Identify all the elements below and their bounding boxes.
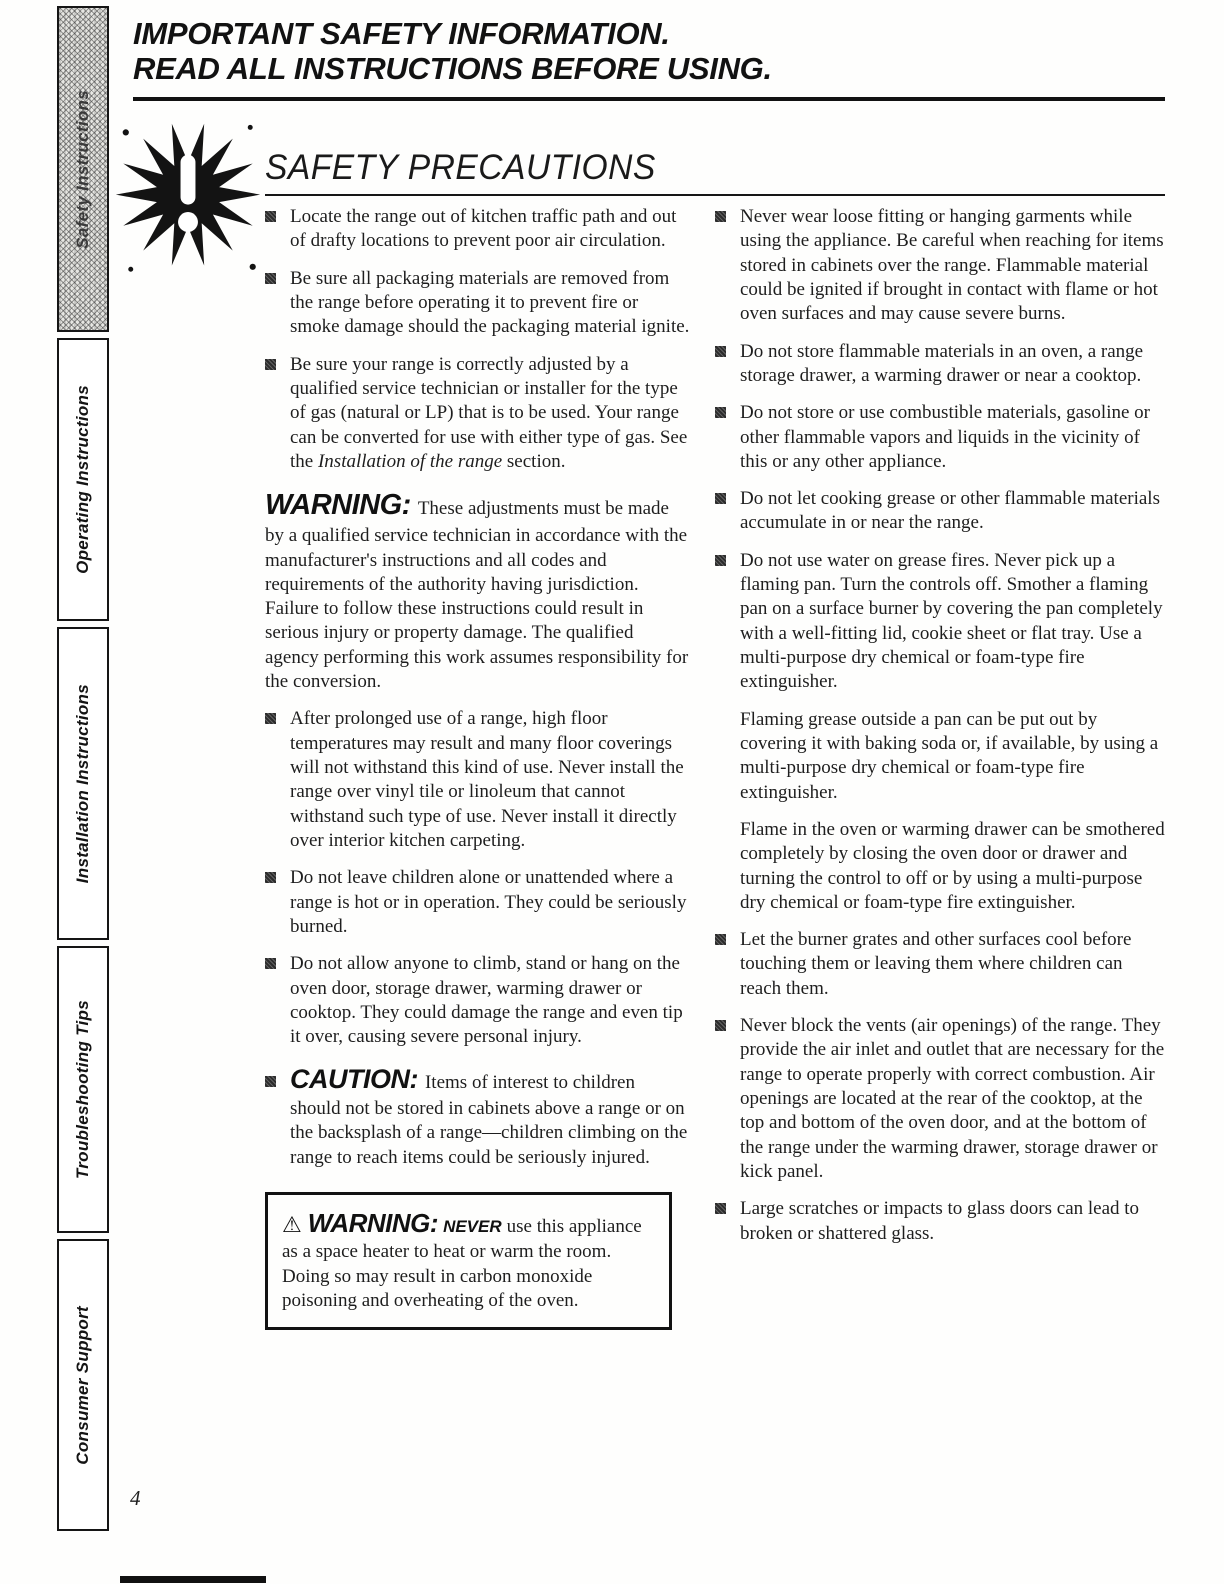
bullet-text: Be sure all packaging materials are removed from the range before operating it to prevent fire or smoke damage should the packaging material ignite. (290, 267, 690, 338)
page-header (133, 16, 1165, 101)
sidebar-tab-label: Installation Instructions (73, 683, 92, 884)
bullet-text: Do not leave children alone or unattended where a range is hot or in operation. They could be seriously burned. (290, 867, 687, 937)
warning-box-emphasis: NEVER (443, 1216, 502, 1236)
list-item (715, 1014, 1165, 1184)
page-number: 4 (130, 1486, 141, 1510)
list-item (715, 340, 1165, 389)
list-item (265, 707, 690, 853)
bullet-text: Be sure your range is correctly adjusted by a qualified service technician or installer for the type of gas (natural or LP) that is to be used. Your range can be converted for use with either type of gas. See the (290, 353, 688, 472)
list-item (715, 205, 1165, 327)
list-item (265, 205, 690, 254)
caution-label: CAUTION: (290, 1064, 418, 1095)
bullet-text: Large scratches or impacts to glass doors can lead to broken or shattered glass. (740, 1198, 1140, 1244)
safety-precautions-body (265, 205, 1165, 1330)
sidebar-tab-label: Safety Instructions (73, 89, 92, 249)
list-item (265, 866, 690, 939)
bullet-text: Let the burner grates and other surfaces cool before touching them or leaving them where children can reach them. (740, 929, 1132, 999)
bullet-text: Never block the vents (air openings) of the range. They provide the air inlet and outlet that are necessary for the range to operate properly with correct combustion. Air openings are located at the rear of the cooktop, at the top and bottom of the oven door, and at the bottom of the range under the warming drawer, storage drawer or kick panel. (740, 1015, 1165, 1182)
safety-alert-burst-icon (112, 110, 264, 278)
warning-paragraph (265, 487, 690, 694)
square-bullet-icon (265, 211, 276, 222)
square-bullet-icon (715, 346, 726, 357)
warning-box (265, 1192, 672, 1330)
list-item (715, 487, 1165, 536)
square-bullet-icon (265, 1076, 276, 1087)
sidebar-tab-safety-instructions (57, 6, 109, 332)
list-item (265, 952, 690, 1049)
square-bullet-icon (265, 713, 276, 724)
header-line-1: IMPORTANT SAFETY INFORMATION. (133, 16, 670, 51)
sidebar-tab-installation-instructions (57, 627, 109, 940)
caution-text: Items of interest to children should not be stored in cabinets above a range or on the backsplash of a range—children climbing on the range to reach items could be seriously injured. (290, 1072, 688, 1168)
bullet-text: Do not store or use combustible materials, gasoline or other flammable vapors and liquids in the vicinity of this or any other appliance. (740, 402, 1150, 472)
square-bullet-icon (265, 958, 276, 969)
square-bullet-icon (265, 872, 276, 883)
bullet-text: Do not let cooking grease or other flammable materials accumulate in or near the range. (740, 488, 1160, 534)
warning-box-label: WARNING: (307, 1207, 439, 1238)
list-item (715, 549, 1165, 695)
paragraph-text: Flaming grease outside a pan can be put out by covering it with baking soda or, if available, by using a multi-purpose dry chemical or foam-type fire extinguisher. (740, 708, 1159, 803)
paragraph-text: Flame in the oven or warming drawer can be smothered completely by closing the oven door or drawer and turning the control to off or by using a multi-purpose dry chemical or foam-type fire extinguisher. (740, 818, 1165, 913)
warning-box-text: use this appliance as a space heater to heat or warm the room. Doing so may result in carbon monoxide poisoning and overheating of the oven. (282, 1215, 642, 1311)
square-bullet-icon (715, 1203, 726, 1214)
bullet-text-italic: Installation of the range (317, 450, 503, 472)
header-rule (133, 97, 1165, 101)
header-line-2: READ ALL INSTRUCTIONS BEFORE USING. (133, 51, 772, 87)
bullet-text: section. (502, 450, 566, 472)
sidebar-tab-label: Troubleshooting Tips (73, 999, 92, 1180)
warning-text: These adjustments must be made by a qualified service technician in accordance with the manufacturer's instructions and all codes and requirements of the authority having jurisdiction. Failure to follow these instructions could result in serious injury or property damage. The qualified agency performing this work assumes responsibility for the conversion. (265, 498, 689, 693)
sidebar-tab-label: Operating Instructions (73, 385, 92, 574)
section-title: SAFETY PRECAUTIONS (265, 148, 656, 187)
right-column (715, 205, 1165, 1330)
sidebar-tab-label: Consumer Support (73, 1305, 92, 1465)
square-bullet-icon (715, 555, 726, 566)
warning-triangle-icon: ⚠ (282, 1212, 302, 1238)
section-rule (265, 194, 1165, 196)
list-item (265, 353, 690, 475)
square-bullet-icon (715, 493, 726, 504)
bullet-text: Do not store flammable materials in an oven, a range storage drawer, a warming drawer or near a cooktop. (740, 340, 1144, 386)
square-bullet-icon (715, 934, 726, 945)
bullet-text: Never wear loose fitting or hanging garments while using the appliance. Be careful when reaching for items stored in cabinets over the range. Flammable material could be ignited if brought in contact with flame or hot oven surfaces and may cause severe burns. (740, 206, 1164, 325)
sidebar-tab-operating-instructions (57, 338, 109, 621)
section-head (265, 148, 1165, 196)
square-bullet-icon (715, 1020, 726, 1031)
list-item (715, 1197, 1165, 1246)
square-bullet-icon (715, 211, 726, 222)
bullet-text: Do not allow anyone to climb, stand or hang on the oven door, storage drawer, warming drawer or cooktop. They could damage the range and even tip it over, causing severe personal injury. (290, 953, 683, 1048)
list-item (715, 928, 1165, 1001)
bullet-text: Do not use water on grease fires. Never pick up a flaming pan. Turn the controls off. Smother a flaming pan on a surface burner by covering the pan completely with a well-fitting lid, cookie sheet or flat tray. Use a multi-purpose dry chemical or foam-type fire extinguisher. (740, 549, 1163, 693)
sidebar-tab-troubleshooting-tips (57, 946, 109, 1233)
bullet-text: Locate the range out of kitchen traffic path and out of drafty locations to prevent poor air circulation. (290, 206, 677, 252)
continuation-paragraph (715, 708, 1165, 805)
sidebar-tab-consumer-support (57, 1239, 109, 1531)
caution-paragraph (265, 1062, 690, 1169)
square-bullet-icon (715, 407, 726, 418)
square-bullet-icon (265, 359, 276, 370)
square-bullet-icon (265, 273, 276, 284)
bullet-text: After prolonged use of a range, high floor temperatures may result and many floor coverings will not withstand this kind of use. Never install the range over vinyl tile or linoleum that cannot withstand such type of use. Never install it directly over interior kitchen carpeting. (290, 708, 684, 851)
list-item (715, 401, 1165, 474)
warning-label: WARNING: (265, 489, 411, 522)
continuation-paragraph (715, 818, 1165, 915)
page-edge-mark (120, 1576, 266, 1583)
left-column (265, 205, 690, 1330)
list-item (265, 267, 690, 340)
